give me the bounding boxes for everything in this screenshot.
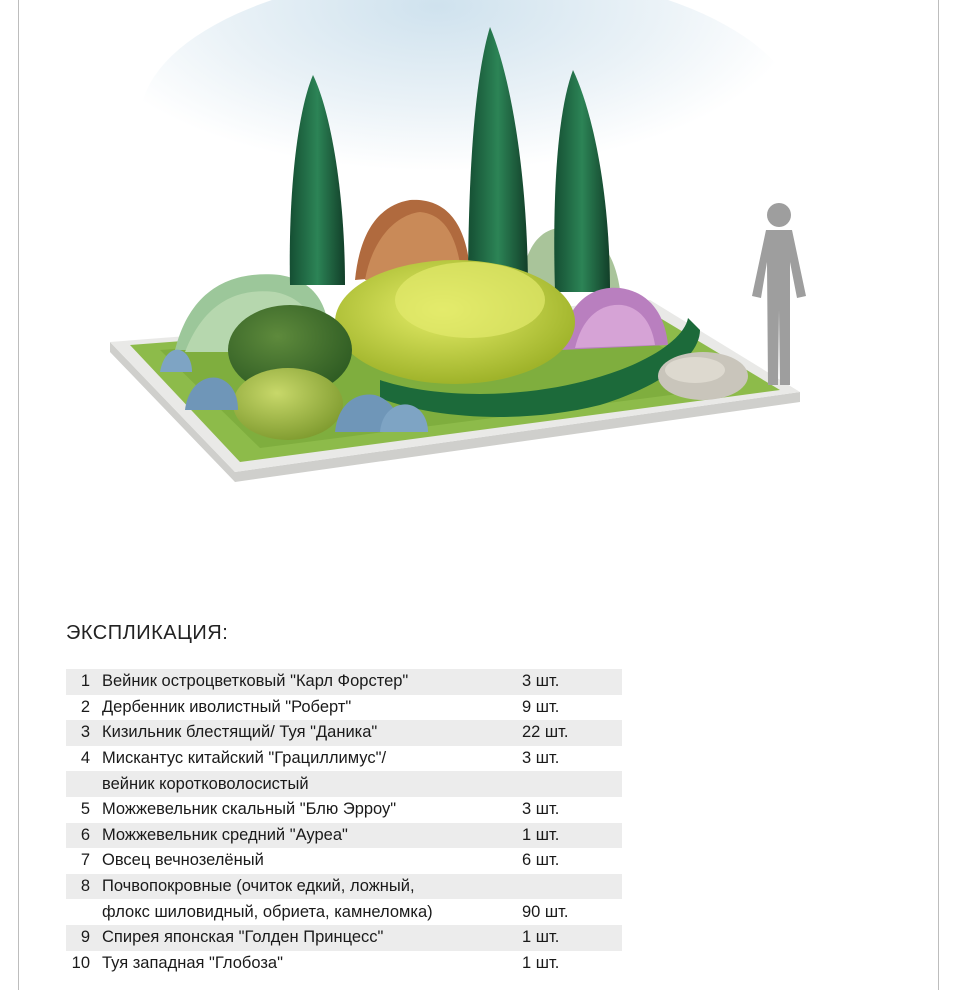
row-number: 5 [80, 800, 90, 819]
row-number: 9 [80, 928, 90, 947]
plant-name: Можжевельник средний "Ауреа" [102, 825, 348, 844]
plant-name: Кизильник блестящий/ Туя "Даника" [102, 723, 378, 742]
table-row [66, 925, 622, 951]
plant-quantity: 3 шт. [522, 800, 560, 819]
table-row [66, 823, 622, 849]
plant-quantity: 9 шт. [522, 697, 560, 716]
table-row [66, 695, 622, 721]
plant-name: Вейник остроцветковый "Карл Форстер" [102, 672, 409, 691]
table-row [66, 797, 622, 823]
explication-title: ЭКСПЛИКАЦИЯ: [66, 622, 229, 644]
table-row [66, 720, 622, 746]
plant-table [66, 669, 622, 976]
table-row [66, 669, 622, 695]
plant-name: Мискантус китайский "Грациллимус"/ [102, 749, 387, 768]
plant-name: Туя западная "Глобоза" [102, 953, 283, 972]
table-row [66, 874, 622, 900]
table-row [66, 771, 622, 797]
row-number: 6 [80, 825, 90, 844]
table-row [66, 746, 622, 772]
plant-name: Можжевельник скальный "Блю Эрроу" [102, 800, 397, 819]
row-number: 4 [80, 749, 90, 768]
plant-name: вейник коротковолосистый [102, 774, 309, 793]
plant-quantity: 3 шт. [522, 749, 560, 768]
row-number: 10 [71, 953, 90, 972]
globe-golden [233, 368, 343, 440]
row-number: 1 [80, 672, 90, 691]
plant-quantity: 3 шт. [522, 672, 560, 691]
table-row [66, 899, 622, 925]
row-number: 7 [80, 851, 90, 870]
table-row [66, 951, 622, 977]
plant-name: Спирея японская "Голден Принцесс" [102, 928, 384, 947]
plant-name: Дербенник иволистный "Роберт" [102, 697, 352, 716]
plant-quantity: 1 шт. [522, 825, 560, 844]
human-silhouette [752, 203, 806, 385]
row-number: 8 [80, 877, 90, 896]
plant-quantity: 90 шт. [522, 902, 569, 921]
row-number: 2 [80, 697, 90, 716]
plant-quantity: 6 шт. [522, 851, 560, 870]
plant-name: Овсец вечнозелёный [102, 851, 264, 870]
plant-name: Почвопокровные (очиток едкий, ложный, [102, 877, 415, 896]
plant-quantity: 1 шт. [522, 953, 560, 972]
table-row [66, 848, 622, 874]
plant-quantity: 22 шт. [522, 723, 569, 742]
plant-name: флокс шиловидный, обриета, камнеломка) [102, 902, 433, 921]
plant-quantity: 1 шт. [522, 928, 560, 947]
row-number: 3 [80, 723, 90, 742]
